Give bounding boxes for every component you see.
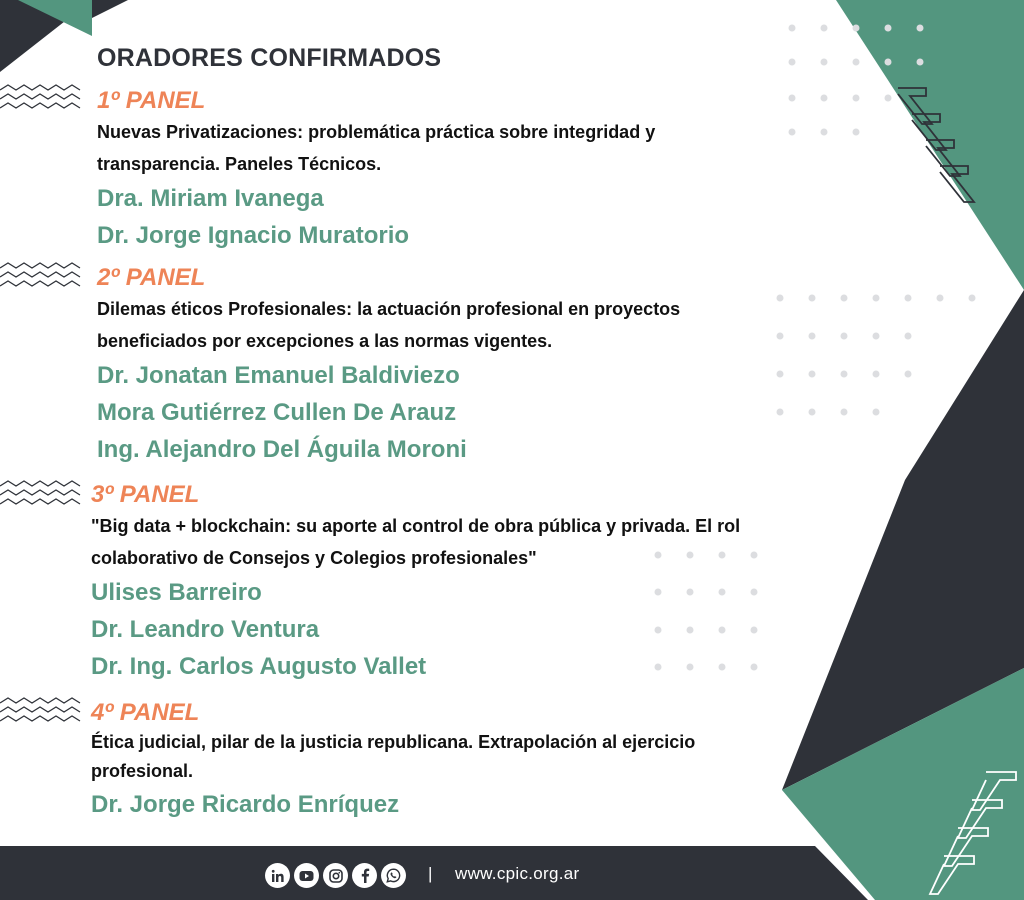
panel-label: 3º PANEL [91,481,200,508]
panel-description: "Big data + blockchain: su aporte al control de obra pública y privada. El rol colaborativo de Consejos y Colegios profesionales" [91,516,741,568]
speaker-name: Dr. Ing. Carlos Augusto Vallet [91,653,427,680]
speaker-name: Ing. Alejandro Del Águila Moroni [97,436,467,463]
speaker-name: Dr. Jorge Ricardo Enríquez [91,791,400,818]
panel-3 [91,480,851,685]
website-link[interactable]: www.cpic.org.ar [455,864,580,883]
panel-description: Nuevas Privatizaciones: problemática práctica sobre integridad y transparencia. Paneles Técnicos. [97,122,656,174]
panel-description: Dilemas éticos Profesionales: la actuación profesional en proyectos beneficiados por excepciones a las normas vigentes. [97,299,681,351]
instagram-icon[interactable] [323,863,348,888]
footer [0,846,1024,900]
linkedin-icon[interactable] [265,863,290,888]
speaker-name: Mora Gutiérrez Cullen De Arauz [97,399,457,426]
speaker-name: Dr. Jonatan Emanuel Baldiviezo [97,362,460,389]
panel-label: 2º PANEL [97,264,206,291]
youtube-icon[interactable] [294,863,319,888]
speaker-name: Dra. Miriam Ivanega [97,185,324,212]
speaker-name: Dr. Leandro Ventura [91,616,320,643]
speaker-name: Dr. Jorge Ignacio Muratorio [97,222,410,249]
speaker-name: Ulises Barreiro [91,579,262,606]
panel-2 [97,263,787,468]
footer-separator: | [428,864,433,883]
panel-label: 1º PANEL [97,87,206,114]
facebook-icon[interactable] [352,863,377,888]
panel-4 [91,698,811,823]
panel-description: Ética judicial, pilar de la justicia republicana. Extrapolación al ejercicio profesional. [91,732,696,781]
whatsapp-icon[interactable] [381,863,406,888]
social-icons [265,863,406,888]
panel-label: 4º PANEL [91,699,200,726]
page-title: ORADORES CONFIRMADOS [97,44,442,72]
panel-1 [97,86,787,254]
